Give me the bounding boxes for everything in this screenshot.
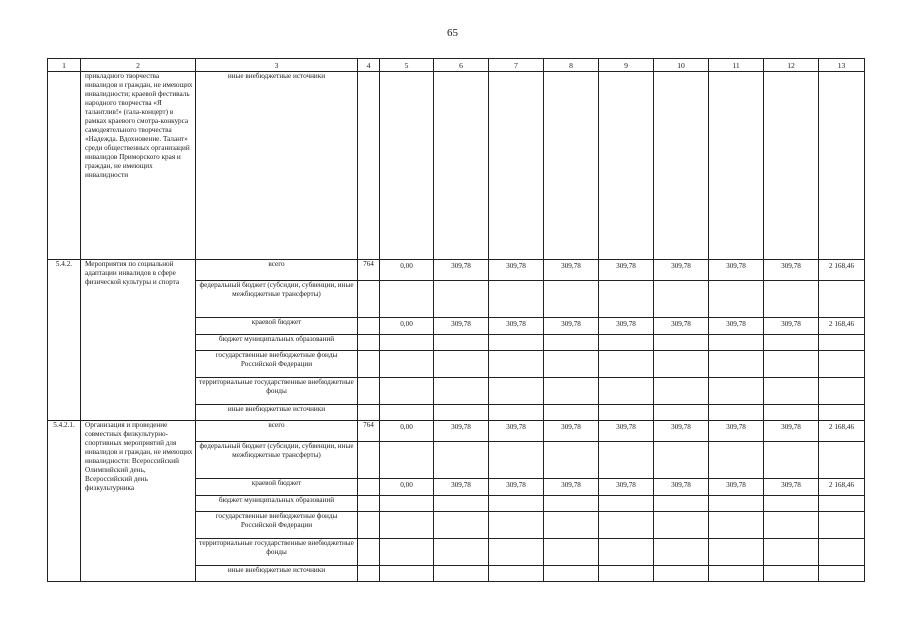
value-cell: [380, 72, 434, 260]
value-cell: [489, 512, 544, 539]
value-cell: 309,78: [709, 421, 764, 442]
value-cell: [819, 405, 865, 421]
value-cell: 0,00: [380, 421, 434, 442]
header-cell: 8: [544, 59, 599, 72]
value-cell: [544, 566, 599, 582]
value-cell: 309,78: [599, 318, 654, 335]
value-cell: [709, 496, 764, 512]
value-cell: [764, 566, 819, 582]
value-cell: 309,78: [599, 260, 654, 281]
row-number: [48, 72, 81, 260]
funding-source: бюджет муниципальных образований: [196, 496, 358, 512]
value-cell: [544, 442, 599, 479]
value-cell: [434, 335, 489, 351]
value-cell: [709, 72, 764, 260]
value-cell: [489, 351, 544, 378]
value-cell: [764, 512, 819, 539]
value-cell: [599, 378, 654, 405]
value-cell: [599, 335, 654, 351]
value-cell: [489, 496, 544, 512]
value-cell: 309,78: [544, 421, 599, 442]
funding-source: бюджет муниципальных образований: [196, 335, 358, 351]
value-cell: [544, 281, 599, 318]
budget-code: [358, 318, 380, 335]
value-cell: 2 168,46: [819, 318, 865, 335]
page-number: 65: [447, 27, 458, 39]
value-cell: [599, 281, 654, 318]
value-cell: [380, 539, 434, 566]
value-cell: [764, 405, 819, 421]
value-cell: [434, 539, 489, 566]
budget-code: 764: [358, 421, 380, 442]
value-cell: 309,78: [544, 479, 599, 496]
funding-source: федеральный бюджет (субсидии, субвенции, иные межбюджетные трансферты): [196, 281, 358, 318]
value-cell: [599, 512, 654, 539]
value-cell: [599, 496, 654, 512]
value-cell: [654, 281, 709, 318]
value-cell: 0,00: [380, 318, 434, 335]
value-cell: 309,78: [599, 421, 654, 442]
value-cell: 0,00: [380, 260, 434, 281]
header-cell: 12: [764, 59, 819, 72]
header-cell: 10: [654, 59, 709, 72]
value-cell: 309,78: [709, 260, 764, 281]
value-cell: [489, 442, 544, 479]
funding-source: иные внебюджетные источники: [196, 405, 358, 421]
event-description: Организация и проведение совместных физкультурно-спортивных мероприятий для инвалидов и граждан, не имеющих инвалидности: Всероссийский Олимпийский день, Всероссийский день физкультурника: [81, 421, 196, 582]
header-cell: 6: [434, 59, 489, 72]
value-cell: [489, 335, 544, 351]
value-cell: [654, 512, 709, 539]
budget-code: [358, 512, 380, 539]
value-cell: [380, 281, 434, 318]
value-cell: [654, 496, 709, 512]
value-cell: [544, 72, 599, 260]
value-cell: [709, 512, 764, 539]
budget-code: [358, 479, 380, 496]
value-cell: [764, 496, 819, 512]
value-cell: [544, 378, 599, 405]
budget-code: 764: [358, 260, 380, 281]
value-cell: [434, 72, 489, 260]
value-cell: 309,78: [709, 479, 764, 496]
header-cell: 5: [380, 59, 434, 72]
value-cell: [819, 378, 865, 405]
funding-source: государственные внебюджетные фонды Российской Федерации: [196, 512, 358, 539]
budget-code: [358, 335, 380, 351]
value-cell: [380, 496, 434, 512]
value-cell: [489, 281, 544, 318]
funding-source: территориальные государственные внебюджетные фонды: [196, 539, 358, 566]
value-cell: [819, 512, 865, 539]
value-cell: [654, 405, 709, 421]
value-cell: [654, 566, 709, 582]
value-cell: [489, 405, 544, 421]
value-cell: [434, 496, 489, 512]
value-cell: [764, 335, 819, 351]
value-cell: 2 168,46: [819, 421, 865, 442]
value-cell: [544, 405, 599, 421]
value-cell: [380, 512, 434, 539]
value-cell: [599, 351, 654, 378]
value-cell: [380, 351, 434, 378]
header-cell: 11: [709, 59, 764, 72]
funding-source: иные внебюджетные источники: [196, 72, 358, 260]
budget-code: [358, 539, 380, 566]
event-description: прикладного творчества инвалидов и граждан, не имеющих инвалидности; краевой фестиваль народного творчества «Я талантлив!» (гала-концерт) в рамках краевого смотра-конкурса самодеятельного творчества «Надежда. Вдохновение. Талант» среди общественных организаций инвалидов Приморского края и граждан, не имеющих инвалидности: [81, 72, 196, 260]
budget-code: [358, 281, 380, 318]
value-cell: [654, 442, 709, 479]
header-cell: 9: [599, 59, 654, 72]
funding-source: краевой бюджет: [196, 479, 358, 496]
value-cell: [709, 281, 764, 318]
value-cell: 309,78: [764, 421, 819, 442]
value-cell: 309,78: [434, 260, 489, 281]
budget-table: [47, 58, 865, 582]
value-cell: [489, 539, 544, 566]
value-cell: [764, 378, 819, 405]
header-cell: 7: [489, 59, 544, 72]
value-cell: [544, 539, 599, 566]
value-cell: [434, 281, 489, 318]
event-description: Мероприятия по социальной адаптации инвалидов в сфере физической культуры и спорта: [81, 260, 196, 421]
header-cell: 4: [358, 59, 380, 72]
value-cell: 309,78: [764, 260, 819, 281]
value-cell: [489, 378, 544, 405]
value-cell: [709, 442, 764, 479]
header-cell: 2: [81, 59, 196, 72]
value-cell: 309,78: [489, 479, 544, 496]
header-cell: 3: [196, 59, 358, 72]
value-cell: [489, 566, 544, 582]
value-cell: [819, 442, 865, 479]
header-row: [48, 59, 865, 72]
row-number: 5.4.2.1.: [48, 421, 81, 582]
value-cell: [764, 539, 819, 566]
value-cell: [544, 351, 599, 378]
value-cell: 309,78: [654, 421, 709, 442]
value-cell: 309,78: [434, 318, 489, 335]
value-cell: [654, 72, 709, 260]
value-cell: 309,78: [599, 479, 654, 496]
funding-source: всего: [196, 421, 358, 442]
value-cell: [709, 335, 764, 351]
value-cell: 309,78: [489, 260, 544, 281]
value-cell: [434, 442, 489, 479]
value-cell: [434, 351, 489, 378]
budget-code: [358, 378, 380, 405]
header-cell: 1: [48, 59, 81, 72]
value-cell: [434, 405, 489, 421]
value-cell: [819, 351, 865, 378]
value-cell: [358, 72, 380, 260]
funding-source: территориальные государственные внебюджетные фонды: [196, 378, 358, 405]
value-cell: 309,78: [709, 318, 764, 335]
budget-code: [358, 405, 380, 421]
value-cell: 309,78: [654, 318, 709, 335]
value-cell: 309,78: [544, 260, 599, 281]
value-cell: [819, 539, 865, 566]
value-cell: [544, 335, 599, 351]
value-cell: [434, 378, 489, 405]
value-cell: [709, 405, 764, 421]
value-cell: [380, 442, 434, 479]
value-cell: 309,78: [764, 479, 819, 496]
budget-code: [358, 566, 380, 582]
value-cell: [380, 405, 434, 421]
value-cell: 309,78: [654, 479, 709, 496]
value-cell: [599, 72, 654, 260]
value-cell: 309,78: [434, 421, 489, 442]
table-row: [48, 260, 865, 281]
value-cell: [819, 496, 865, 512]
value-cell: [709, 539, 764, 566]
value-cell: [380, 335, 434, 351]
row-number: 5.4.2.: [48, 260, 81, 421]
value-cell: [434, 566, 489, 582]
value-cell: [599, 566, 654, 582]
value-cell: 309,78: [489, 318, 544, 335]
value-cell: 0,00: [380, 479, 434, 496]
value-cell: [819, 566, 865, 582]
header-cell: 13: [819, 59, 865, 72]
budget-code: [358, 351, 380, 378]
value-cell: [599, 405, 654, 421]
value-cell: 2 168,46: [819, 260, 865, 281]
value-cell: [764, 442, 819, 479]
value-cell: [599, 539, 654, 566]
value-cell: [819, 335, 865, 351]
value-cell: 309,78: [544, 318, 599, 335]
value-cell: 2 168,46: [819, 479, 865, 496]
table-row: [48, 72, 865, 260]
value-cell: [380, 378, 434, 405]
budget-code: [358, 496, 380, 512]
value-cell: [380, 566, 434, 582]
value-cell: [599, 442, 654, 479]
value-cell: 309,78: [654, 260, 709, 281]
value-cell: [764, 281, 819, 318]
value-cell: 309,78: [764, 318, 819, 335]
value-cell: [489, 72, 544, 260]
value-cell: [544, 512, 599, 539]
value-cell: [654, 378, 709, 405]
value-cell: [819, 72, 865, 260]
value-cell: [819, 281, 865, 318]
value-cell: [434, 512, 489, 539]
value-cell: 309,78: [434, 479, 489, 496]
funding-source: иные внебюджетные источники: [196, 566, 358, 582]
funding-source: всего: [196, 260, 358, 281]
value-cell: [764, 351, 819, 378]
value-cell: [654, 351, 709, 378]
value-cell: [709, 566, 764, 582]
value-cell: [764, 72, 819, 260]
value-cell: [709, 378, 764, 405]
funding-source: краевой бюджет: [196, 318, 358, 335]
value-cell: [709, 351, 764, 378]
value-cell: 309,78: [489, 421, 544, 442]
budget-code: [358, 442, 380, 479]
table-row: [48, 421, 865, 442]
value-cell: [654, 539, 709, 566]
value-cell: [544, 496, 599, 512]
value-cell: [654, 335, 709, 351]
funding-source: федеральный бюджет (субсидии, субвенции, иные межбюджетные трансферты): [196, 442, 358, 479]
funding-source: государственные внебюджетные фонды Российской Федерации: [196, 351, 358, 378]
